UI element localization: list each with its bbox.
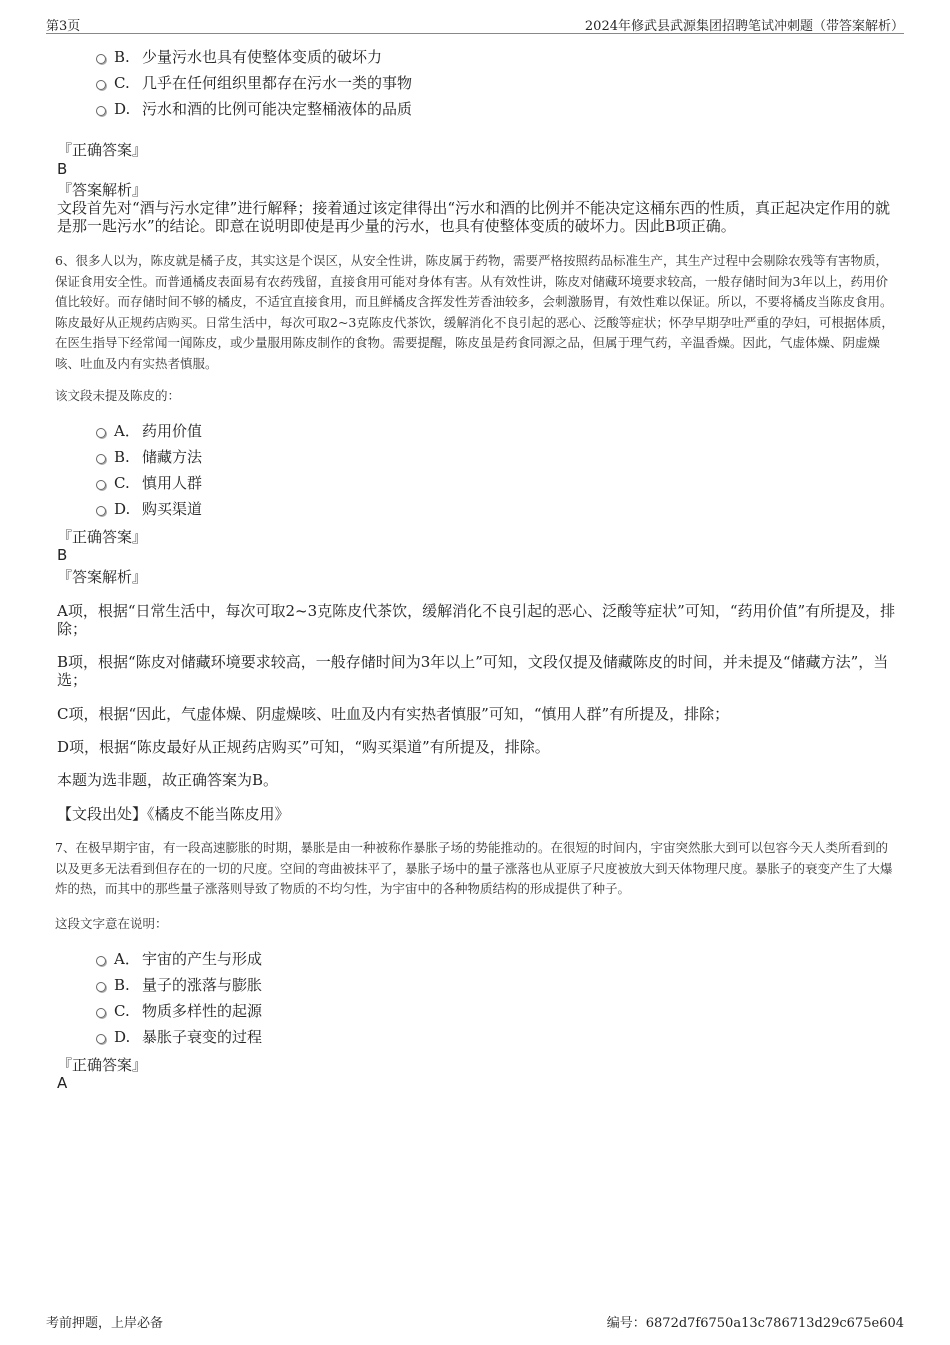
q6-analysis-d: D项，根据“陈皮最好从正规药店购买”可知，“购买渠道”有所提及，排除。 [57, 738, 550, 756]
q6-option-c[interactable]: C. 慎用人群 [96, 472, 202, 494]
q5-option-b[interactable]: B. 少量污水也具有使整体变质的破坏力 [96, 46, 382, 68]
q7-answer-label: 『正确答案』 [57, 1056, 148, 1074]
radio-icon[interactable] [96, 982, 106, 992]
q7-option-a[interactable]: A． 宇宙的产生与形成 [96, 948, 262, 970]
radio-icon[interactable] [96, 1008, 106, 1018]
document-id: 编号：6872d7f6750a13c786713d29c675e604 [606, 1316, 904, 1331]
page-number: 第3页 [46, 19, 81, 34]
radio-icon[interactable] [96, 454, 106, 464]
q6-stem: 该文段未提及陈皮的： [55, 388, 181, 403]
radio-icon[interactable] [96, 1034, 106, 1044]
q5-analysis-label: 『答案解析』 [57, 181, 148, 199]
radio-icon[interactable] [96, 54, 106, 64]
q5-option-c[interactable]: C. 几乎在任何组织里都存在污水一类的事物 [96, 72, 412, 94]
page-header [46, 14, 904, 34]
q6-option-d[interactable]: D. 购买渠道 [96, 498, 202, 520]
radio-icon[interactable] [96, 106, 106, 116]
q5-answer-label: 『正确答案』 [57, 141, 148, 159]
radio-icon[interactable] [96, 428, 106, 438]
radio-icon[interactable] [96, 480, 106, 490]
q6-analysis-b: B项，根据“陈皮对储藏环境要求较高，一般存储时间为3年以上”可知，文段仅提及储藏陈皮的时间，并未提及“储藏方法”，当选； [57, 653, 889, 689]
q6-option-b[interactable]: B. 储藏方法 [96, 446, 202, 468]
q5-answer: B [57, 160, 68, 178]
q6-analysis-c: C项，根据“因此，气虚体燥、阴虚燥咳、吐血及内有实热者慎服”可知，“慎用人群”有所提及，排除； [57, 705, 730, 723]
q6-analysis-a: A项，根据“日常生活中，每次可取2~3克陈皮代茶饮，缓解消化不良引起的恶心、泛酸等症状”可知，“药用价值”有所提及，排除； [57, 602, 896, 638]
q5-option-d[interactable]: D. 污水和酒的比例可能决定整桶液体的品质 [96, 98, 412, 120]
radio-icon[interactable] [96, 506, 106, 516]
footer-slogan: 考前押题，上岸必备 [46, 1316, 164, 1331]
q5-analysis: 文段首先对“酒与污水定律”进行解释；接着通过该定律得出“污水和酒的比例并不能决定这桶东西的性质，真正起决定作用的就是那一匙污水”的结论。即意在说明即使是再少量的污水，也具有使整体变质的破坏力。因此B项正确。 [57, 199, 891, 235]
document-title: 2024年修武县武源集团招聘笔试冲刺题（带答案解析） [584, 19, 904, 34]
radio-icon[interactable] [96, 80, 106, 90]
q6-option-a[interactable]: A． 药用价值 [96, 420, 202, 442]
q6-answer: B [57, 546, 68, 564]
q7-stem: 这段文字意在说明： [55, 916, 168, 931]
q7-passage: 7、在极早期宇宙，有一段高速膨胀的时期，暴胀是由一种被称作暴胀子场的势能推动的。在很短的时间内，宇宙突然胀大到可以包容今天人类所看到的以及更多无法看到但存在的一切的尺度。空间的弯曲被抹平了，暴胀子场中的量子涨落也从亚原子尺度被放大到天体物理尺度。暴胀子的衰变产生了大爆炸的热，而其中的那些量子涨落则导致了物质的不均匀性，为宇宙中的各种物质结构的形成提供了种子。 [55, 840, 893, 896]
q6-analysis-label: 『答案解析』 [57, 568, 148, 586]
q6-source: 【文段出处】《橘皮不能当陈皮用》 [57, 805, 290, 823]
q6-passage: 6、很多人以为，陈皮就是橘子皮，其实这是个误区，从安全性讲，陈皮属于药物，需要严格按照药品标准生产，其生产过程中会剔除农残等有害物质，保证食用安全性。而普通橘皮表面易有农药残留，直接食用可能对身体有害。从有效性讲，陈皮对储藏环境要求较高，一般存储时间为3年以上，药用价值比较好。而存储时间不够的橘皮，不适宜直接食用，而且鲜橘皮含挥发性芳香油较多，会刺激肠胃，有效性难以保证。所以，不要将橘皮当陈皮食用。陈皮最好从正规药店购买。日常生活中，每次可取2~3克陈皮代茶饮，缓解消化不良引起的恶心、泛酸等症状；怀孕早期孕吐严重的孕妇，可根据体质，在医生指导下经常闻一闻陈皮，或少量服用陈皮制作的食物。需要提醒，陈皮虽是药食同源之品，但属于理气药，辛温香燥。因此，气虚体燥、阴虚燥咳、吐血及内有实热者慎服。 [55, 253, 894, 371]
q7-answer: A [57, 1074, 68, 1092]
q6-answer-label: 『正确答案』 [57, 528, 148, 546]
q7-option-d[interactable]: D. 暴胀子衰变的过程 [96, 1026, 262, 1048]
radio-icon[interactable] [96, 956, 106, 966]
q7-option-b[interactable]: B. 量子的涨落与膨胀 [96, 974, 262, 996]
q6-conclusion: 本题为选非题，故正确答案为B。 [57, 771, 279, 789]
q7-option-c[interactable]: C. 物质多样性的起源 [96, 1000, 262, 1022]
